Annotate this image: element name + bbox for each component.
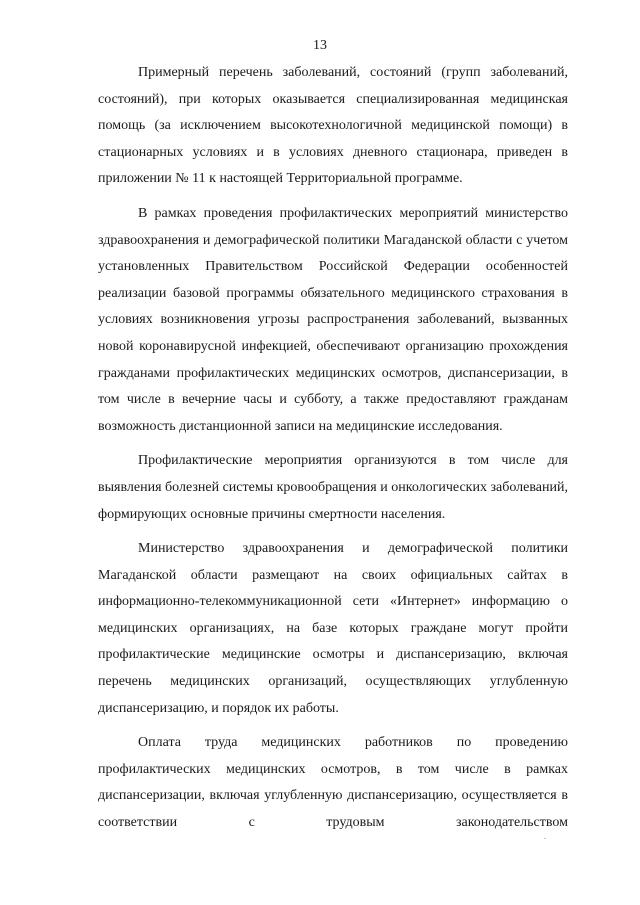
paragraph-payment-of-labor: Оплата труда медицинских работников по проведению профилактических медицинских осмотров, в том числе в рамках диспансеризации, включая углубленную диспансеризацию, осуществляется в соответствии с трудовым законодательством (98, 735, 568, 831)
paragraph-specialized-care-list: Примерный перечень заболеваний, состояний (групп заболеваний, состояний), при которых оказывается специализированная медицинская помощь (за исключением высокотехнологичной медицинской помощи) в стационарных условиях и в условиях дневного стационара, приведен в приложении № 11 к настоящей Территориальной программе. (98, 65, 568, 187)
paragraph-preventive-measures: В рамках проведения профилактических мероприятий министерство здравоохранения и демографической политики Магаданской области с учетом установленных Правительством Российской Федерации особенностей реализации базовой программы обязательного медицинского страхования в условиях возникновения угрозы распространения заболеваний, вызванных новой коронавирусной инфекцией, обеспечивают организацию прохождения гражданами профилактических медицинских осмотров, диспансеризации, в том числе в вечерние часы и субботу, а также предоставляют гражданам возможность дистанционной записи на медицинские исследования. (98, 205, 568, 434)
document-body (98, 60, 568, 837)
scan-artifact (544, 838, 546, 839)
paragraph-preventive-goals: Профилактические мероприятия организуются в том числе для выявления болезней системы кровообращения и онкологических заболеваний, формирующих основные причины смертности населения. (98, 453, 568, 522)
page-number: 13 (313, 38, 327, 53)
paragraph-online-information: Министерство здравоохранения и демографической политики Магаданской области размещают на своих официальных сайтах в информационно-телекоммуникационной сети «Интернет» информацию о медицинских организациях, на базе которых граждане могут пройти профилактические медицинские осмотры и диспансеризацию, включая перечень медицинских организаций, осуществляющих углубленную диспансеризацию, и порядок их работы. (98, 541, 568, 716)
